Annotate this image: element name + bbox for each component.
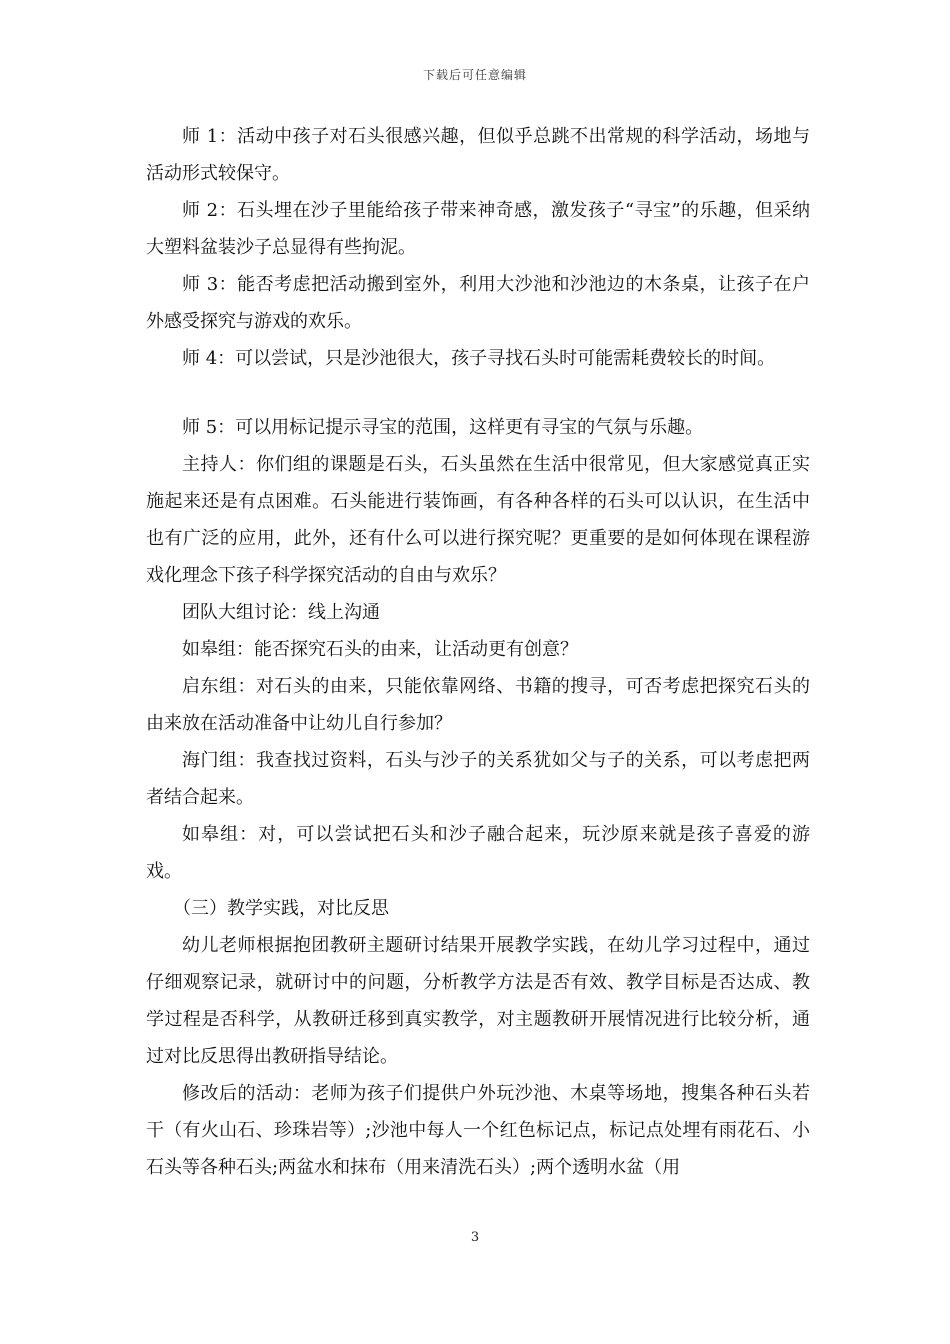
paragraph-teacher-4: 师 4：可以尝试，只是沙池很大，孩子寻找石头时可能需耗费较长的时间。 — [182, 348, 776, 369]
document-body — [146, 118, 810, 1186]
page-header: 下载后可任意编辑 — [422, 68, 527, 82]
paragraph-modified-activity: 修改后的活动：老师为孩子们提供户外玩沙池、木桌等场地，搜集各种石头若干（有火山石、珍珠岩等）;沙池中每人一个红色标记点，标记点处埋有雨花石、小石头等各种石头;两盆水和抹布（用来清洗石头）;两个透明水盆（用 — [146, 1083, 810, 1178]
paragraph-teacher-5: 师 5：可以用标记提示寻宝的范围，这样更有寻宝的气氛与乐趣。 — [182, 417, 704, 438]
paragraph-host: 主持人：你们组的课题是石头，石头虽然在生活中很常见，但大家感觉真正实施起来还是有点困难。石头能进行装饰画，有各种各样的石头可以认识，在生活中也有广泛的应用，此外，还有什么可以进行探究呢？更重要的是如何体现在课程游戏化理念下孩子科学探究活动的自由与欢乐？ — [146, 454, 810, 586]
paragraph-haimen: 海门组：我查找过资料，石头与沙子的关系犹如父与子的关系，可以考虑把两者结合起来。 — [146, 750, 810, 808]
paragraph-qidong: 启东组：对石头的由来，只能依靠网络、书籍的搜寻，可否考虑把探究石头的由来放在活动准备中让幼儿自行参加？ — [146, 676, 810, 734]
section-heading: （三）教学实践，对比反思 — [173, 898, 389, 919]
paragraph-teacher-1: 师 1：活动中孩子对石头很感兴趣，但似乎总跳不出常规的科学活动，场地与活动形式较保守。 — [146, 126, 810, 184]
paragraph-rugao-1: 如皋组：能否探究石头的由来，让活动更有创意？ — [182, 639, 578, 660]
page-number: 3 — [470, 1230, 480, 1245]
paragraph-rugao-2: 如皋组：对，可以尝试把石头和沙子融合起来，玩沙原来就是孩子喜爱的游戏。 — [146, 824, 810, 882]
paragraph-group-discussion: 团队大组讨论：线上沟通 — [182, 602, 380, 623]
paragraph-teacher-2: 师 2：石头埋在沙子里能给孩子带来神奇感，激发孩子“寻宝”的乐趣，但采纳大塑料盆装沙子总显得有些拘泥。 — [146, 200, 810, 258]
paragraph-teacher-3: 师 3：能否考虑把活动搬到室外，利用大沙池和沙池边的木条桌，让孩子在户外感受探究与游戏的欢乐。 — [146, 274, 810, 332]
paragraph-teaching-practice: 幼儿老师根据抱团教研主题研讨结果开展教学实践，在幼儿学习过程中，通过仔细观察记录，就研讨中的问题，分析教学方法是否有效、教学目标是否达成、教学过程是否科学，从教研迁移到真实教学，对主题教研开展情况进行比较分析，通过对比反思得出教研指导结论。 — [146, 935, 810, 1067]
